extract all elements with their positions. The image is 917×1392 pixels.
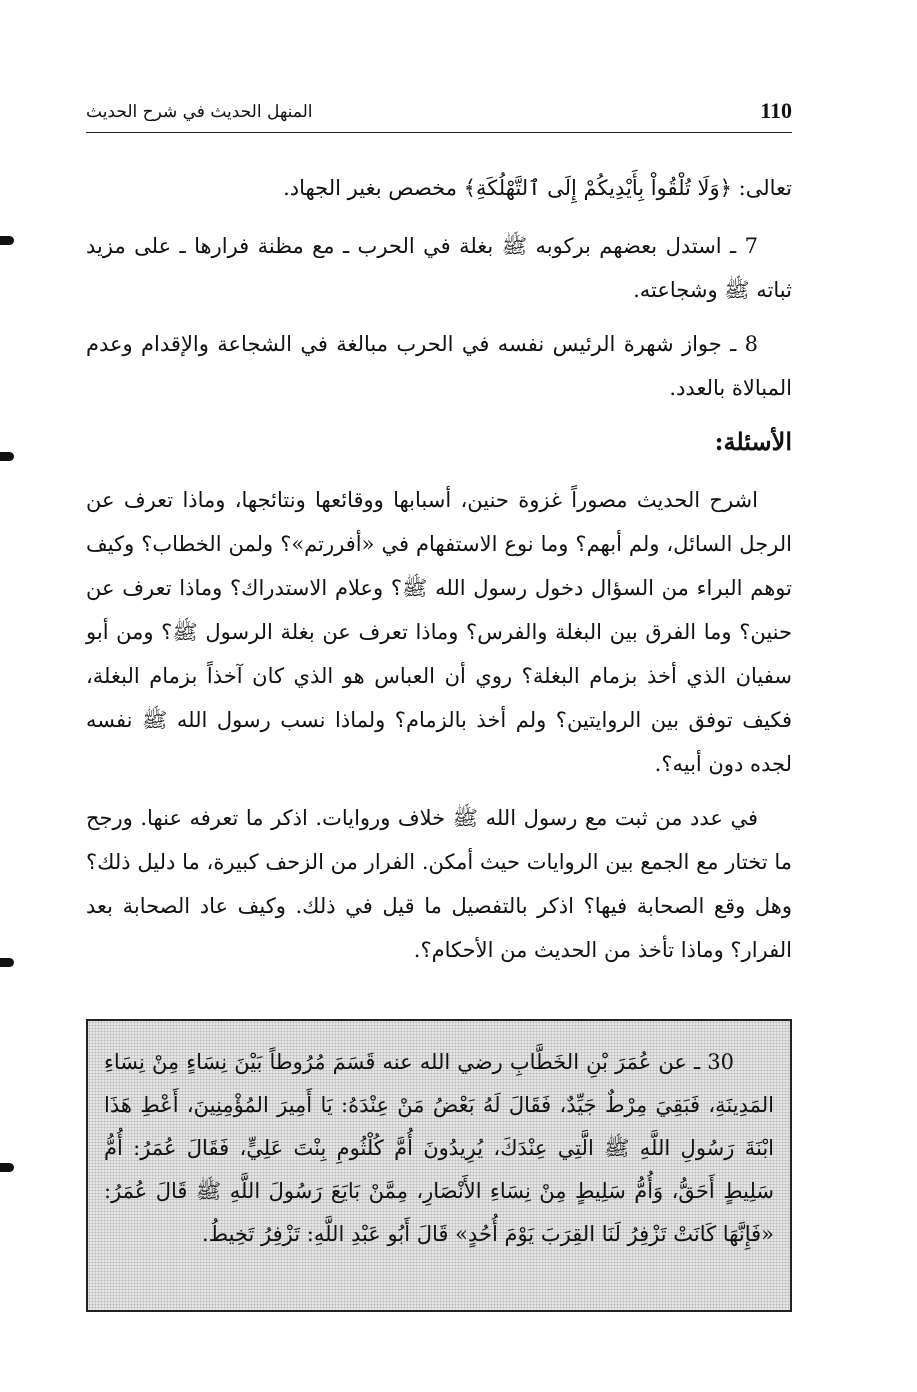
hadith-box (86, 1019, 792, 1312)
page-header (86, 98, 792, 133)
questions-paragraph-1: اشرح الحديث مصوراً غزوة حنين، أسبابها ووقائعها ونتائجها، وماذا تعرف عن الرجل السائل، ولم أبهم؟ وما نوع الاستفهام في «أفررتم»؟ ولمن الخطاب؟ وكيف توهم البراء من السؤال دخول رسول الله ﷺ؟ وعلام الاستدراك؟ وماذا تعرف عن حنين؟ وما الفرق بين البغلة والفرس؟ وماذا تعرف عن بغلة الرسول ﷺ؟ ومن أبو سفيان الذي أخذ بزمام البغلة؟ روي أن العباس هو الذي كان آخذاً بزمام البغلة، فكيف توفق بين الروايتين؟ ولم أخذ بالزمام؟ ولماذا نسب رسول الله ﷺ نفسه لجده دون أبيه؟. (86, 488, 792, 776)
margin-mark (0, 958, 14, 967)
margin-mark (0, 1163, 14, 1172)
margin-mark (0, 236, 14, 245)
margin-mark (0, 452, 14, 461)
questions-paragraph-2: في عدد من ثبت مع رسول الله ﷺ خلاف وروايات. اذكر ما تعرفه عنها. ورجح ما تختار مع الجمع بين الروايات حيث أمكن. الفرار من الزحف كبيرة، ما دليل ذلك؟ وهل وقع الصحابة فيها؟ اذكر بالتفصيل ما قيل في ذلك. وكيف عاد الصحابة بعد الفرار؟ وماذا تأخذ من الحديث من الأحكام؟. (86, 806, 792, 962)
questions-heading: الأسئلة: (714, 427, 792, 456)
verse-line: تعالى: ﴿وَلَا تُلْقُواْ بِأَيْدِيكُمْ إِلَى ٱلتَّهْلُكَةِ﴾ مخصص بغير الجهاد. (283, 176, 792, 200)
page-number: 110 (760, 98, 792, 123)
benefit-item-8: 8 ـ جواز شهرة الرئيس نفسه في الحرب مبالغة في الشجاعة والإقدام وعدم المبالاة بالعدد. (86, 332, 792, 400)
page-body (86, 166, 792, 982)
benefit-item-7: 7 ـ استدل بعضهم بركوبه ﷺ بغلة في الحرب ـ مع مظنة فرارها ـ على مزيد ثباته ﷺ وشجاعته. (86, 234, 792, 302)
running-title: المنهل الحديث في شرح الحديث (86, 102, 313, 122)
hadith-text: 30 ـ عن عُمَرَ بْنِ الخَطَّابِ رضي الله عنه قَسَمَ مُرُوطاً بَيْنَ نِسَاءٍ مِنْ نِسَاءِ المَدِينَةِ، فَبَقِيَ مِرْطٌ جَيِّدٌ، فَقَالَ لَهُ بَعْضُ مَنْ عِنْدَهُ: يَا أَمِيرَ المُؤْمِنِينَ، أَعْطِ هَذَا ابْنَةَ رَسُولِ اللَّهِ ﷺ الَّتِي عِنْدَكَ، يُرِيدُونَ أُمَّ كُلْثُومِ بِنْتَ عَلِيٍّ، فَقَالَ عُمَرُ: أُمُّ سَلِيطٍ أَحَقُّ، وَأُمُّ سَلِيطٍ مِنْ نِسَاءِ الأَنْصَارِ، مِمَّنْ بَايَعَ رَسُولَ اللَّهِ ﷺ قَالَ عُمَرُ: «فَإِنَّهَا كَانَتْ تَزْفِرُ لَنَا القِرَبَ يَوْمَ أُحُدٍ» قَالَ أَبُو عَبْدِ اللَّهِ: تَزْفِرُ تَخِيطُ. (104, 1050, 774, 1246)
